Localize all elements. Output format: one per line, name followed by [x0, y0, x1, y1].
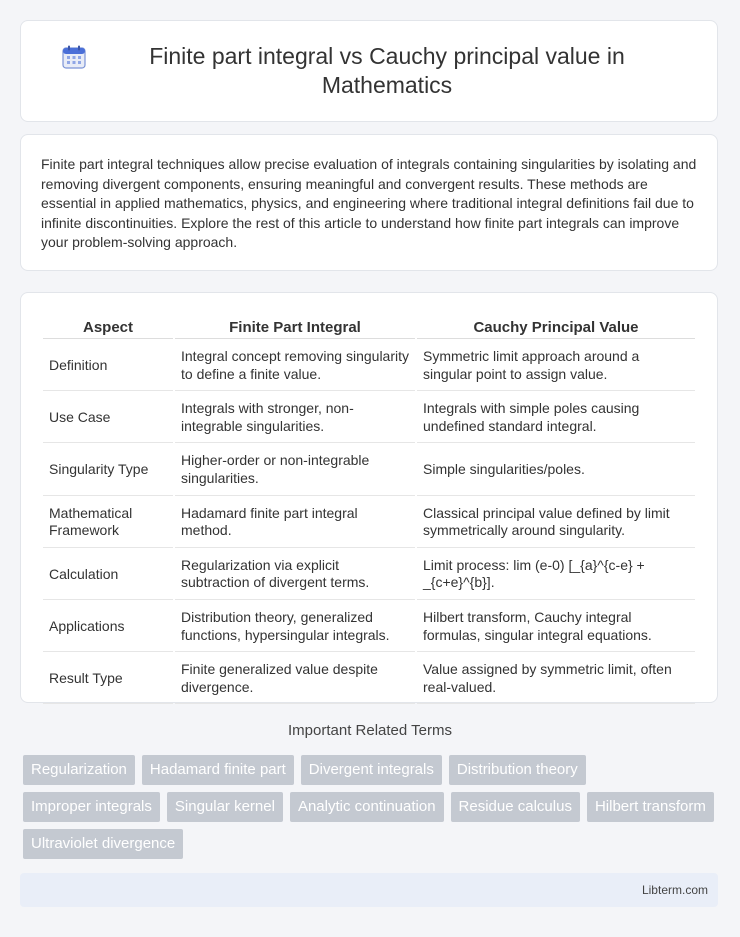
table-cell: Classical principal value defined by limit symmetrically around singularity. — [417, 498, 695, 548]
column-header-cauchy: Cauchy Principal Value — [417, 315, 695, 339]
table-row — [43, 654, 695, 704]
related-terms-list — [23, 755, 723, 859]
comparison-table — [41, 313, 697, 706]
footer-site-link[interactable]: Libterm.com — [641, 883, 708, 897]
tag-improper-integrals[interactable]: Improper integrals — [23, 792, 160, 822]
table-cell: Hadamard finite part integral method. — [175, 498, 415, 548]
title-card — [20, 20, 718, 122]
tag-analytic-continuation[interactable]: Analytic continuation — [290, 792, 444, 822]
table-cell: Integrals with stronger, non-integrable singularities. — [175, 393, 415, 443]
table-cell: Symmetric limit approach around a singular point to assign value. — [417, 341, 695, 391]
table-cell: Integrals with simple poles causing undefined standard integral. — [417, 393, 695, 443]
intro-text: Finite part integral techniques allow precise evaluation of integrals containing singularities by isolating and removing divergent components, ensuring meaningful and convergent results. These methods are essential in applied mathematics, physics, and engineering where traditional integral definitions fail due to infinite discontinuities. Explore the rest of this article to understand how finite part integrals can improve your problem-solving approach. — [41, 156, 697, 251]
tag-distribution-theory[interactable]: Distribution theory — [449, 755, 586, 785]
table-cell: Regularization via explicit subtraction of divergent terms. — [175, 550, 415, 600]
table-row — [43, 445, 695, 495]
tag-divergent-integrals[interactable]: Divergent integrals — [301, 755, 442, 785]
table-cell: Singularity Type — [43, 445, 173, 495]
table-cell: Definition — [43, 341, 173, 391]
tag-hadamard-finite-part[interactable]: Hadamard finite part — [142, 755, 294, 785]
table-header-row — [43, 315, 695, 339]
table-row — [43, 602, 695, 652]
tag-residue-calculus[interactable]: Residue calculus — [451, 792, 580, 822]
column-header-aspect: Aspect — [43, 315, 173, 339]
table-cell: Value assigned by symmetric limit, often real-valued. — [417, 654, 695, 704]
table-cell: Finite generalized value despite divergence. — [175, 654, 415, 704]
comparison-table-card — [20, 292, 718, 703]
table-cell: Applications — [43, 602, 173, 652]
table-row — [43, 393, 695, 443]
table-cell: Simple singularities/poles. — [417, 445, 695, 495]
table-cell: Mathematical Framework — [43, 498, 173, 548]
table-cell: Higher-order or non-integrable singularities. — [175, 445, 415, 495]
column-header-finite-part: Finite Part Integral — [175, 315, 415, 339]
table-row — [43, 341, 695, 391]
table-cell: Limit process: lim (e-0) [_{a}^{c-e} + _{c+e}^{b}]. — [417, 550, 695, 600]
footer — [20, 873, 718, 907]
table-cell: Integral concept removing singularity to define a finite value. — [175, 341, 415, 391]
calendar-icon — [61, 44, 87, 70]
table-cell: Calculation — [43, 550, 173, 600]
tag-regularization[interactable]: Regularization — [23, 755, 135, 785]
intro-card — [20, 134, 718, 271]
related-terms-title: Important Related Terms — [288, 722, 452, 739]
table-cell: Result Type — [43, 654, 173, 704]
page-title: Finite part integral vs Cauchy principal value in Mathematics — [149, 43, 625, 98]
table-cell: Distribution theory, generalized functions, hypersingular integrals. — [175, 602, 415, 652]
tag-singular-kernel[interactable]: Singular kernel — [167, 792, 283, 822]
tag-ultraviolet-divergence[interactable]: Ultraviolet divergence — [23, 829, 183, 859]
table-cell: Hilbert transform, Cauchy integral formulas, singular integral equations. — [417, 602, 695, 652]
table-cell: Use Case — [43, 393, 173, 443]
table-row — [43, 498, 695, 548]
table-row — [43, 550, 695, 600]
tag-hilbert-transform[interactable]: Hilbert transform — [587, 792, 714, 822]
